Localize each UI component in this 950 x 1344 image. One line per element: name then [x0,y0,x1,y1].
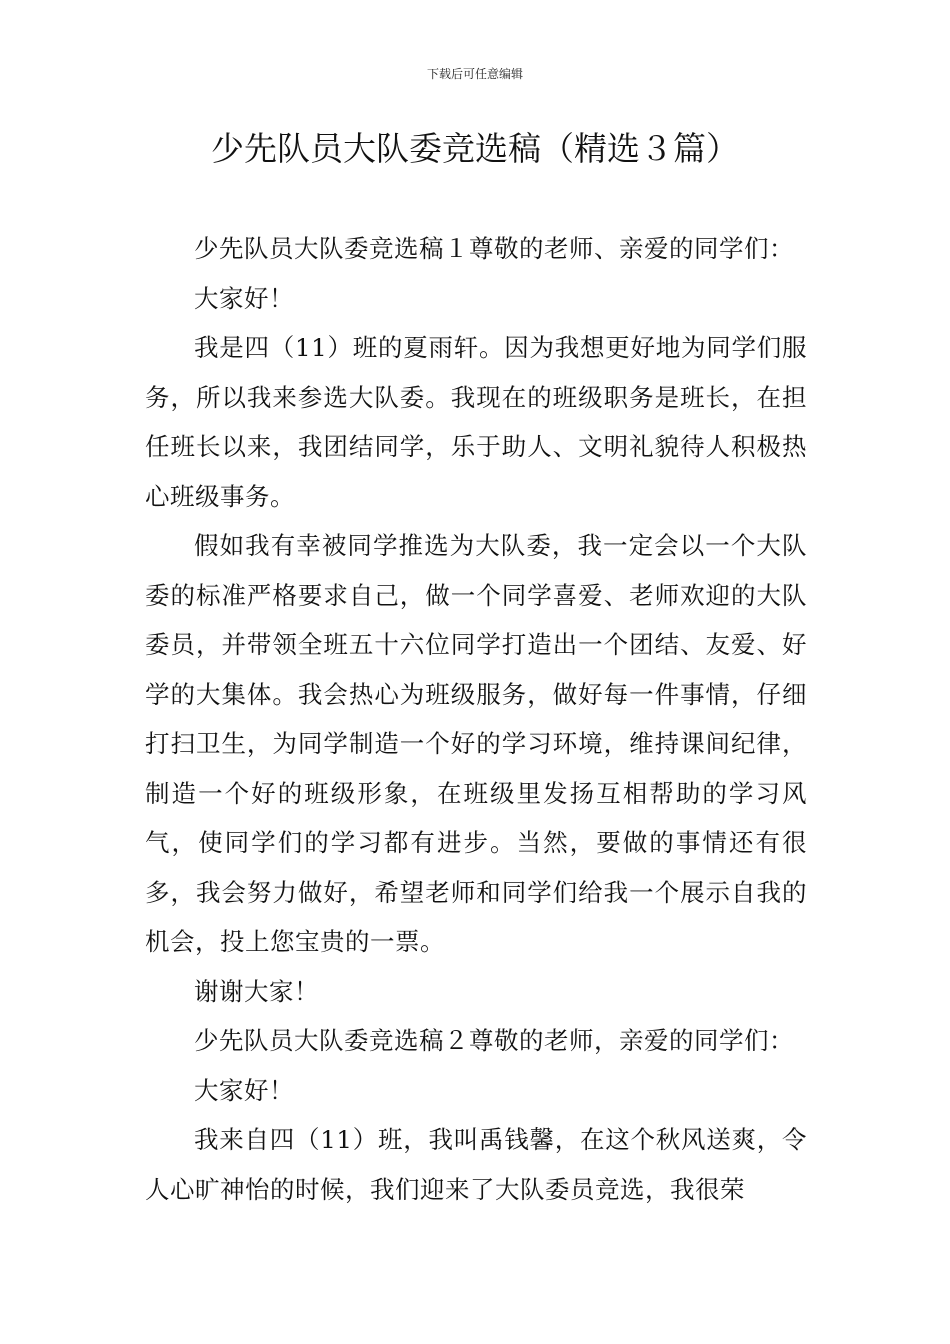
paragraph-introduction-2: 我来自四（11）班，我叫禹钱馨，在这个秋风送爽，令人心旷神怡的时候，我们迎来了大队委员竞选，我很荣 [145,1125,807,1204]
document-body [145,224,807,1214]
paragraph-speech2-greeting: 少先队员大队委竞选稿２尊敬的老师，亲爱的同学们： [194,1026,794,1055]
paragraph-speech1-greeting: 少先队员大队委竞选稿１尊敬的老师、亲爱的同学们： [194,234,794,263]
document-title: 少先队员大队委竞选稿（精选３篇） [211,129,739,168]
paragraph-hello-1: 大家好！ [194,283,294,313]
paragraph-thanks-1: 谢谢大家！ [194,976,319,1006]
header-note: 下载后可任意编辑 [426,67,523,81]
paragraph-hello-2: 大家好！ [194,1075,294,1105]
paragraph-promise-1: 假如我有幸被同学推选为大队委，我一定会以一个大队委的标准严格要求自己，做一个同学喜爱、老师欢迎的大队委员，并带领全班五十六位同学打造出一个团结、友爱、好学的大集体。我会热心为班级服务，做好每一件事情，仔细打扫卫生，为同学制造一个好的学习环境，维持课间纪律，制造一个好的班级形象，在班级里发扬互相帮助的学习风气，使同学们的学习都有进步。当然，要做的事情还有很多，我会努力做好，希望老师和同学们给我一个展示自我的机会，投上您宝贵的一票。 [145,531,807,956]
paragraph-introduction-1: 我是四（11）班的夏雨轩。因为我想更好地为同学们服务，所以我来参选大队委。我现在的班级职务是班长，在担任班长以来，我团结同学，乐于助人、文明礼貌待人积极热心班级事务。 [145,333,807,511]
